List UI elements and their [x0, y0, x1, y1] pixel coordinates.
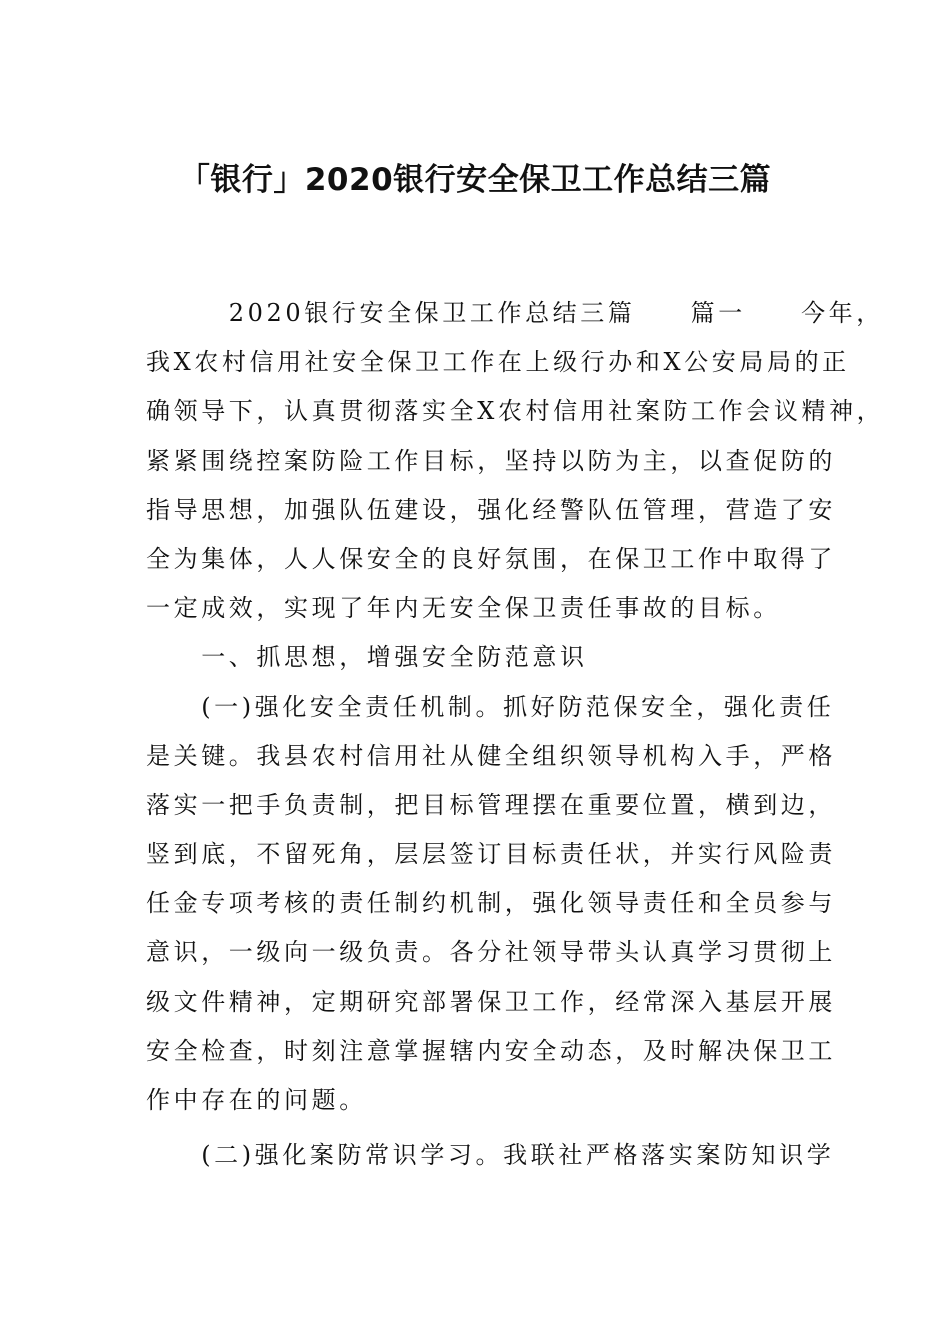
body-line: 作中存在的问题。: [146, 1086, 367, 1114]
body-line: 确领导下，认真贯彻落实全X农村信用社案防工作会议精神，: [146, 397, 885, 426]
body-line: 竖到底，不留死角，层层签订目标责任状，并实行风险责: [146, 840, 836, 869]
body-line: 是关键。我县农村信用社从健全组织领导机构入手，严格: [146, 741, 836, 770]
body-line: 紧紧围绕控案防险工作目标，坚持以防为主，以查促防的: [146, 446, 836, 475]
section-heading: 一、抓思想，增强安全防范意识: [146, 643, 588, 672]
body-line: 任金专项考核的责任制约机制，强化领导责任和全员参与: [146, 889, 836, 918]
body-line: 全为集体，人人保安全的良好氛围，在保卫工作中取得了: [146, 544, 836, 573]
body-line: 一定成效，实现了年内无安全保卫责任事故的目标。: [146, 594, 781, 623]
body-line: 安全检查，时刻注意掌握辖内安全动态，及时解决保卫工: [146, 1036, 836, 1065]
body-line: 我X农村信用社安全保卫工作在上级行办和X公安局局的正: [146, 348, 850, 377]
document-title: 「银行」2020银行安全保卫工作总结三篇: [178, 162, 772, 198]
body-line: 级文件精神，定期研究部署保卫工作，经常深入基层开展: [146, 987, 836, 1016]
body-line: (一)强化安全责任机制。抓好防范保安全，强化责任: [146, 692, 835, 721]
body-line: 落实一把手负责制，把目标管理摆在重要位置，横到边，: [146, 790, 836, 819]
body-line: (二)强化案防常识学习。我联社严格落实案防知识学: [146, 1141, 835, 1170]
body-line: 2020银行安全保卫工作总结三篇 篇一 今年，: [146, 299, 884, 327]
body-line: 指导思想，加强队伍建设，强化经警队伍管理，营造了安: [146, 495, 836, 524]
body-line: 意识，一级向一级负责。各分社领导带头认真学习贯彻上: [146, 938, 836, 967]
document-body: [146, 289, 885, 1180]
